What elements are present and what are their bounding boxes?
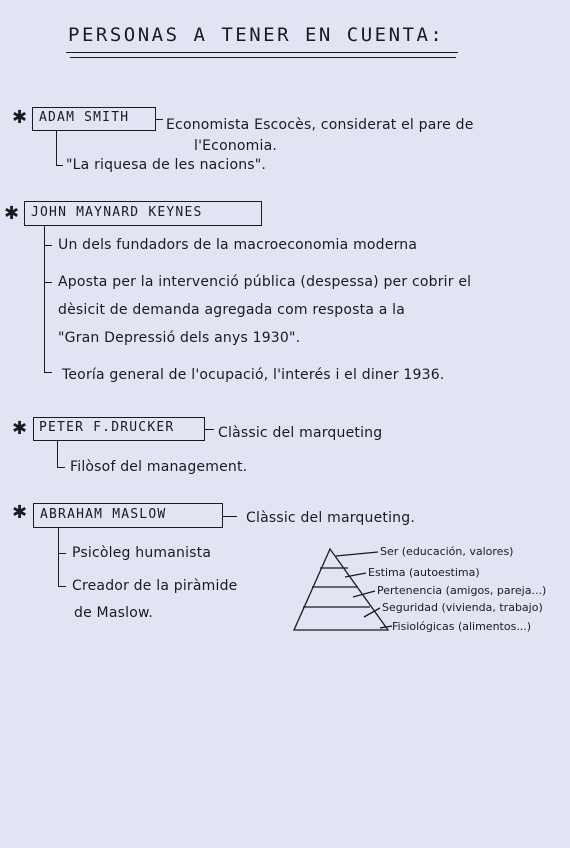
keynes-point-1: Un dels fundadors de la macroeconomia moderna (58, 237, 418, 253)
maslow-point-2-line1: Creador de la piràmide (72, 578, 238, 594)
bullet-star-icon: ✱ (4, 203, 20, 224)
smith-description-line1: Economista Escocès, considerat el pare de (166, 117, 474, 133)
pyramid-level-2: Estima (autoestima) (368, 566, 480, 579)
name-adam-smith: ADAM SMITH (39, 110, 130, 125)
keynes-point-3: Teoría general de l'ocupació, l'interés i el diner 1936. (62, 367, 445, 383)
maslow-point-2-line2: de Maslow. (74, 605, 153, 621)
name-abraham-maslow: ABRAHAM MASLOW (40, 507, 167, 522)
pyramid-level-3: Pertenencia (amigos, pareja...) (377, 584, 547, 597)
pyramid-level-1: Ser (educación, valores) (380, 545, 514, 558)
smith-book: "La riquesa de les nacions". (66, 157, 267, 173)
name-john-maynard-keynes: JOHN MAYNARD KEYNES (31, 205, 203, 220)
keynes-point-2-line2: dèsicit de demanda agregada com resposta a la (58, 302, 406, 318)
pyramid-level-4: Seguridad (vivienda, trabajo) (382, 601, 543, 614)
smith-description-line2: l'Economia. (194, 138, 278, 154)
pyramid-outline (294, 549, 388, 630)
page-title: PERSONAS A TENER EN CUENTA: (68, 24, 445, 46)
keynes-point-2-line1: Aposta per la intervenció pública (despessa) per cobrir el (58, 274, 472, 290)
pyramid-pointer (336, 552, 378, 556)
maslow-point-1: Psicòleg humanista (72, 545, 212, 561)
bullet-star-icon: ✱ (12, 502, 28, 523)
bullet-star-icon: ✱ (12, 107, 28, 128)
drucker-point-1: Filòsof del management. (70, 459, 248, 475)
bullet-star-icon: ✱ (12, 418, 28, 439)
name-peter-f-drucker: PETER F.DRUCKER (39, 420, 175, 435)
keynes-point-2-line3: "Gran Depressió dels anys 1930". (58, 330, 301, 346)
pyramid-level-5: Fisiológicas (alimentos...) (392, 620, 532, 633)
maslow-description: Clàssic del marqueting. (246, 510, 415, 526)
drucker-description: Clàssic del marqueting (218, 425, 383, 441)
